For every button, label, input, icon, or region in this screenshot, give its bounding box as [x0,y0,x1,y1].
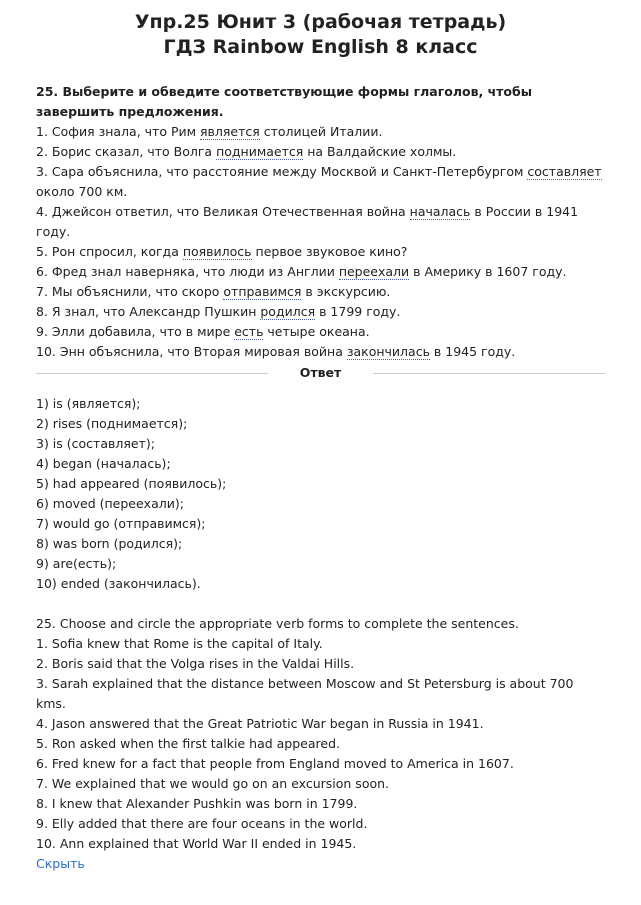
underlined-verb: началась [409,204,471,219]
translation-line: 5. Ron asked when the first talkie had appeared. [36,736,340,751]
sentence-text: 3. Сара объяснила, что расстояние между Москвой и Санкт-Петербургом [36,164,528,179]
title-line-1: Упр.25 Юнит 3 (рабочая тетрадь) [134,11,507,33]
translation-line: 25. Choose and circle the appropriate verb forms to complete the sentences. [36,616,519,631]
sentence-text: 7. Мы объяснили, что скоро [36,284,224,299]
task-sentence [36,142,605,162]
translation-line: 3. Sarah explained that the distance between Moscow and St Petersburg is about 700 [36,676,574,691]
answer-item: 7) would go (отправимся); [36,516,206,531]
answer-item: 8) was born (родился); [36,536,183,551]
task-sentence [36,162,605,182]
translation-line: 1. Sofia knew that Rome is the capital of Italy. [36,636,323,651]
title-line-2: ГДЗ Rainbow English 8 класс [163,36,478,58]
sentence-text: 9. Элли добавила, что в мире [36,324,235,339]
task-heading: 25. Выберите и обведите соответствующие формы глаголов, чтобы завершить предложения. [36,84,533,119]
answer-item: 2) rises (поднимается); [36,416,188,431]
sentence-text: около 700 км. [36,184,128,199]
translation-line: kms. [36,696,66,711]
task-sentence [36,122,605,142]
sentence-text: в Америку в 1607 году. [409,264,567,279]
underlined-verb: поднимается [216,144,304,159]
answer-item: 3) is (составляет); [36,436,155,451]
sentence-text: 6. Фред знал наверняка, что люди из Англии [36,264,339,279]
answer-divider [36,364,605,382]
english-translation [36,614,605,854]
sentence-text: 4. Джейсон ответил, что Великая Отечественная война [36,204,410,219]
divider-rule-left [36,373,268,374]
sentence-text: в экскурсию. [301,284,391,299]
underlined-verb: отправимся [223,284,302,299]
sentence-text: 2. Борис сказал, что Волга [36,144,217,159]
answer-item: 10) ended (закончилась). [36,576,201,591]
task-sentence [36,182,605,202]
answer-item: 1) is (является); [36,396,141,411]
answer-item: 9) are(есть); [36,556,117,571]
underlined-verb: является [200,124,260,139]
translation-line: 6. Fred knew for a fact that people from England moved to America in 1607. [36,756,514,771]
divider-rule-right [373,373,605,374]
translation-line: 4. Jason answered that the Great Patriotic War began in Russia in 1941. [36,716,484,731]
sentence-text: 5. Рон спросил, когда [36,244,183,259]
sentence-text: году. [36,224,71,239]
task-sentence [36,302,605,322]
task-sentence [36,342,605,362]
underlined-verb: составляет [527,164,602,179]
page-title [36,10,605,60]
exercise-page [0,10,641,905]
sentence-text: 8. Я знал, что Александр Пушкин [36,304,261,319]
underlined-verb: закончилась [346,344,430,359]
underlined-verb: появилось [182,244,252,259]
sentence-text: в России в 1941 [470,204,579,219]
task-sentence [36,222,605,242]
task-sentence [36,242,605,262]
translation-line: 7. We explained that we would go on an excursion soon. [36,776,390,791]
underlined-verb: родился [260,304,316,319]
sentence-text: столицей Италии. [259,124,383,139]
translation-line: 9. Elly added that there are four oceans in the world. [36,816,368,831]
underlined-verb: переехали [338,264,410,279]
sentence-text: 10. Энн объяснила, что Вторая мировая война [36,344,347,359]
answer-item: 6) moved (переехали); [36,496,184,511]
task-sentence [36,262,605,282]
task-sentence [36,322,605,342]
sentence-text: 1. София знала, что Рим [36,124,201,139]
task-sentence [36,202,605,222]
sentence-text: в 1799 году. [315,304,401,319]
answer-label: Ответ [299,365,342,380]
answer-list [36,394,605,594]
task-sentence [36,282,605,302]
hide-link[interactable]: Скрыть [36,856,85,871]
task-sentences [36,122,605,362]
translation-line: 8. I knew that Alexander Pushkin was born in 1799. [36,796,358,811]
answer-item: 4) began (началась); [36,456,171,471]
sentence-text: на Валдайские холмы. [303,144,457,159]
translation-line: 2. Boris said that the Volga rises in the Valdai Hills. [36,656,355,671]
sentence-text: в 1945 году. [429,344,516,359]
answer-item: 5) had appeared (появилось); [36,476,227,491]
sentence-text: четыре океана. [263,324,370,339]
translation-line: 10. Ann explained that World War II ended in 1945. [36,836,357,851]
sentence-text: первое звуковое кино? [251,244,408,259]
underlined-verb: есть [234,324,264,339]
